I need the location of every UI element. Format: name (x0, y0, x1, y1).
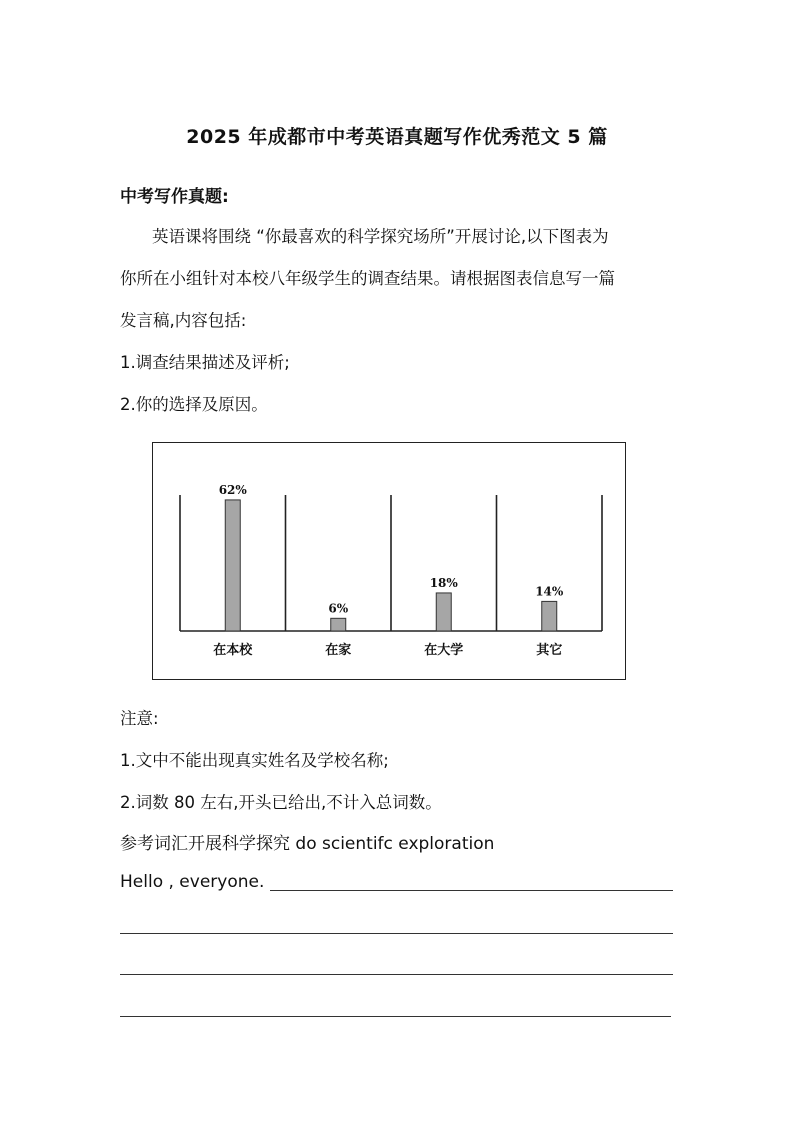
chart-bar (225, 500, 240, 631)
intro-line-1: 英语课将围绕 “你最喜欢的科学探究场所”开展讨论,以下图表为 (152, 227, 609, 246)
notes-heading: 注意: (120, 709, 159, 728)
chart-bar (542, 601, 557, 631)
survey-chart-svg (153, 443, 624, 678)
category-label: 在本校 (213, 643, 253, 658)
category-label: 其它 (536, 643, 563, 658)
requirement-2: 2.你的选择及原因。 (120, 395, 268, 414)
chart-bar (436, 593, 451, 631)
opening-line: Hello , everyone. (120, 872, 265, 892)
answer-line-1[interactable] (270, 890, 673, 891)
category-label: 在家 (325, 643, 352, 658)
data-label: 18% (429, 575, 458, 590)
data-label: 14% (535, 584, 564, 599)
section-heading: 中考写作真题: (120, 187, 229, 207)
chart-bar (331, 618, 346, 631)
answer-line-2[interactable] (120, 933, 673, 934)
note-1: 1.文中不能出现真实姓名及学校名称; (120, 751, 389, 770)
data-label: 6% (328, 601, 349, 616)
answer-line-3[interactable] (120, 974, 673, 975)
page-title: 2025 年成都市中考英语真题写作优秀范文 5 篇 (186, 126, 608, 148)
survey-chart (152, 442, 626, 680)
intro-line-3: 发言稿,内容包括: (120, 311, 247, 330)
note-2: 2.词数 80 左右,开头已给出,不计入总词数。 (120, 793, 442, 812)
requirement-1: 1.调查结果描述及评析; (120, 353, 290, 372)
category-label: 在大学 (424, 643, 464, 658)
intro-line-2: 你所在小组针对本校八年级学生的调查结果。请根据图表信息写一篇 (120, 269, 615, 288)
data-label: 62% (218, 482, 247, 497)
vocab-line: 参考词汇开展科学探究 do scientifc exploration (120, 834, 495, 854)
answer-line-4[interactable] (120, 1016, 671, 1017)
